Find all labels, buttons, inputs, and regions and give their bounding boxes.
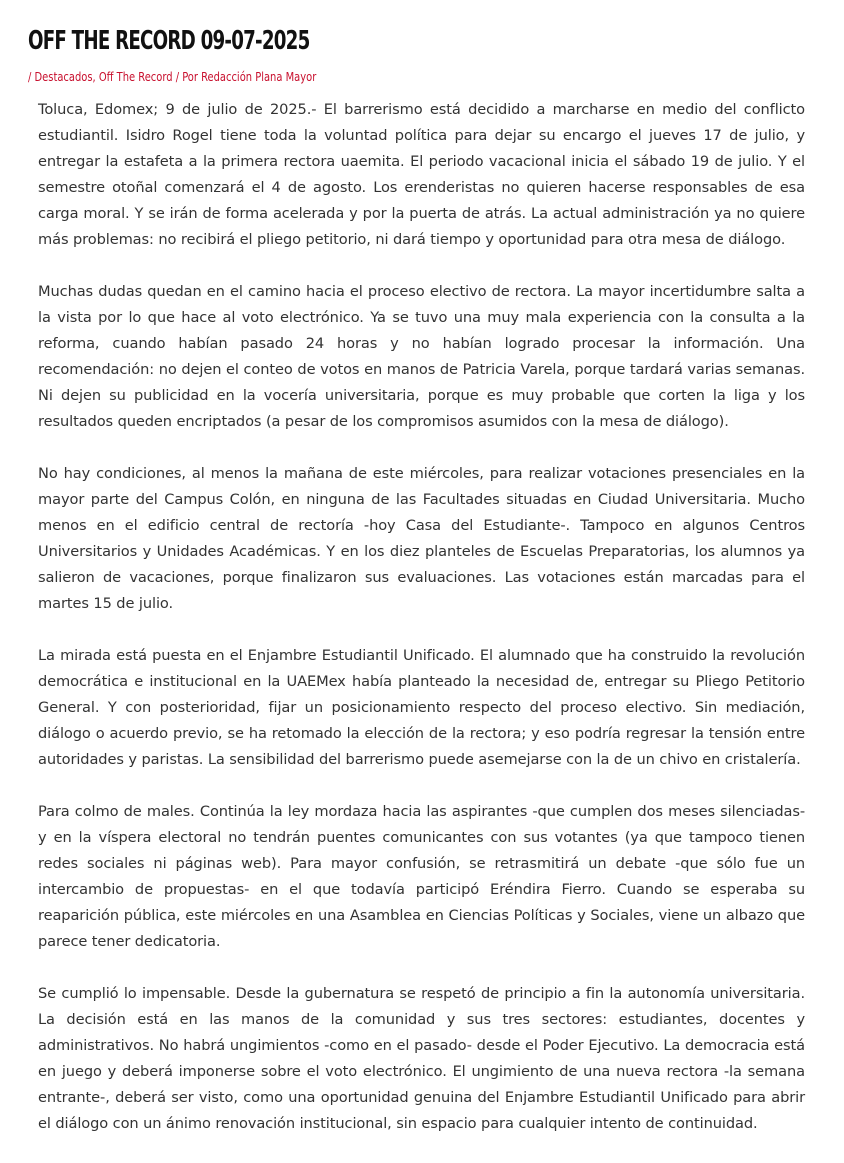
article-body [38,97,805,1163]
article-header [28,24,818,85]
page-title: OFF THE RECORD 09-07-2025 [28,26,310,56]
article-paragraph-1: Toluca, Edomex; 9 de julio de 2025.- El barrerismo está decidido a marcharse en medio del conflicto estudiantil. Isidro Rogel tiene toda la voluntad política para dejar su encargo el jueves 17 de julio, y entregar la estafeta a la primera rectora uaemita. El periodo vacacional inicia el sábado 19 de julio. Y el semestre otoñal comenzará el 4 de agosto. Los erenderistas no quieren hacerse responsables de esa carga moral. Y se irán de forma acelerada y por la puerta de atrás. La actual administración ya no quiere más problemas: no recibirá el pliego petitorio, ni dará tiempo y oportunidad para otra mesa de diálogo. [38,101,805,248]
author-link[interactable]: Por Redacción Plana Mayor [182,70,317,84]
article-paragraph-4: La mirada está puesta en el Enjambre Estudiantil Unificado. El alumnado que ha construido la revolución democrática e institucional en la UAEMex había planteado la necesidad de, entregar su Pliego Petitorio General. Y con posterioridad, fijar un posicionamiento respecto del proceso electivo. Sin mediación, diálogo o acuerdo previo, se ha retomado la elección de la rectora; y eso podría regresar la tensión entre autoridades y paristas. La sensibilidad del barrerismo puede asemejarse con la de un chivo en cristalería. [38,647,805,768]
article-paragraph-3: No hay condiciones, al menos la mañana de este miércoles, para realizar votaciones presenciales en la mayor parte del Campus Colón, en ninguna de las Facultades situadas en Ciudad Universitaria. Mucho menos en el edificio central de rectoría -hoy Casa del Estudiante-. Tampoco en algunos Centros Universitarios y Unidades Académicas. Y en los diez planteles de Escuelas Preparatorias, los alumnos ya salieron de vacaciones, porque finalizaron sus evaluaciones. Las votaciones están marcadas para el martes 15 de julio. [38,465,805,612]
post-meta [28,69,755,85]
article-paragraph-2: Muchas dudas quedan en el camino hacia el proceso electivo de rectora. La mayor incertidumbre salta a la vista por lo que hace al voto electrónico. Ya se tuvo una muy mala experiencia con la consulta a la reforma, cuando habían pasado 24 horas y no habían logrado procesar la información. Una recomendación: no dejen el conteo de votos en manos de Patricia Varela, porque tardará varias semanas. Ni dejen su publicidad en la vocería universitaria, porque es muy probable que corten la liga y los resultados queden encriptados (a pesar de los compromisos asumidos con la mesa de diálogo). [38,283,805,430]
category-link-off-the-record[interactable]: Off The Record [98,70,173,84]
category-link-destacados[interactable]: Destacados [34,70,93,84]
meta-separator: / [172,70,183,84]
meta-separator: , [92,70,99,84]
meta-prefix: / [28,70,35,84]
article-paragraph-6: Se cumplió lo impensable. Desde la gubernatura se respetó de principio a fin la autonomía universitaria. La decisión está en las manos de la comunidad y sus tres sectores: estudiantes, docentes y administrativos. No habrá ungimientos -como en el pasado- desde el Poder Ejecutivo. La democracia está en juego y deberá imponerse sobre el voto electrónico. El ungimiento de una nueva rectora -la semana entrante-, deberá ser visto, como una oportunidad genuina del Enjambre Estudiantil Unificado para abrir el diálogo con un ánimo renovación institucional, sin espacio para cualquier intento de continuidad. [38,985,805,1132]
article-paragraph-5: Para colmo de males. Continúa la ley mordaza hacia las aspirantes -que cumplen dos meses silenciadas- y en la víspera electoral no tendrán puentes comunicantes con sus votantes (ya que tampoco tienen redes sociales ni páginas web). Para mayor confusión, se retrasmitirá un debate -que sólo fue un intercambio de propuestas- en el que todavía participó Eréndira Fierro. Cuando se esperaba su reaparición pública, este miércoles en una Asamblea en Ciencias Políticas y Sociales, viene un albazo que parece tener dedicatoria. [38,803,805,950]
